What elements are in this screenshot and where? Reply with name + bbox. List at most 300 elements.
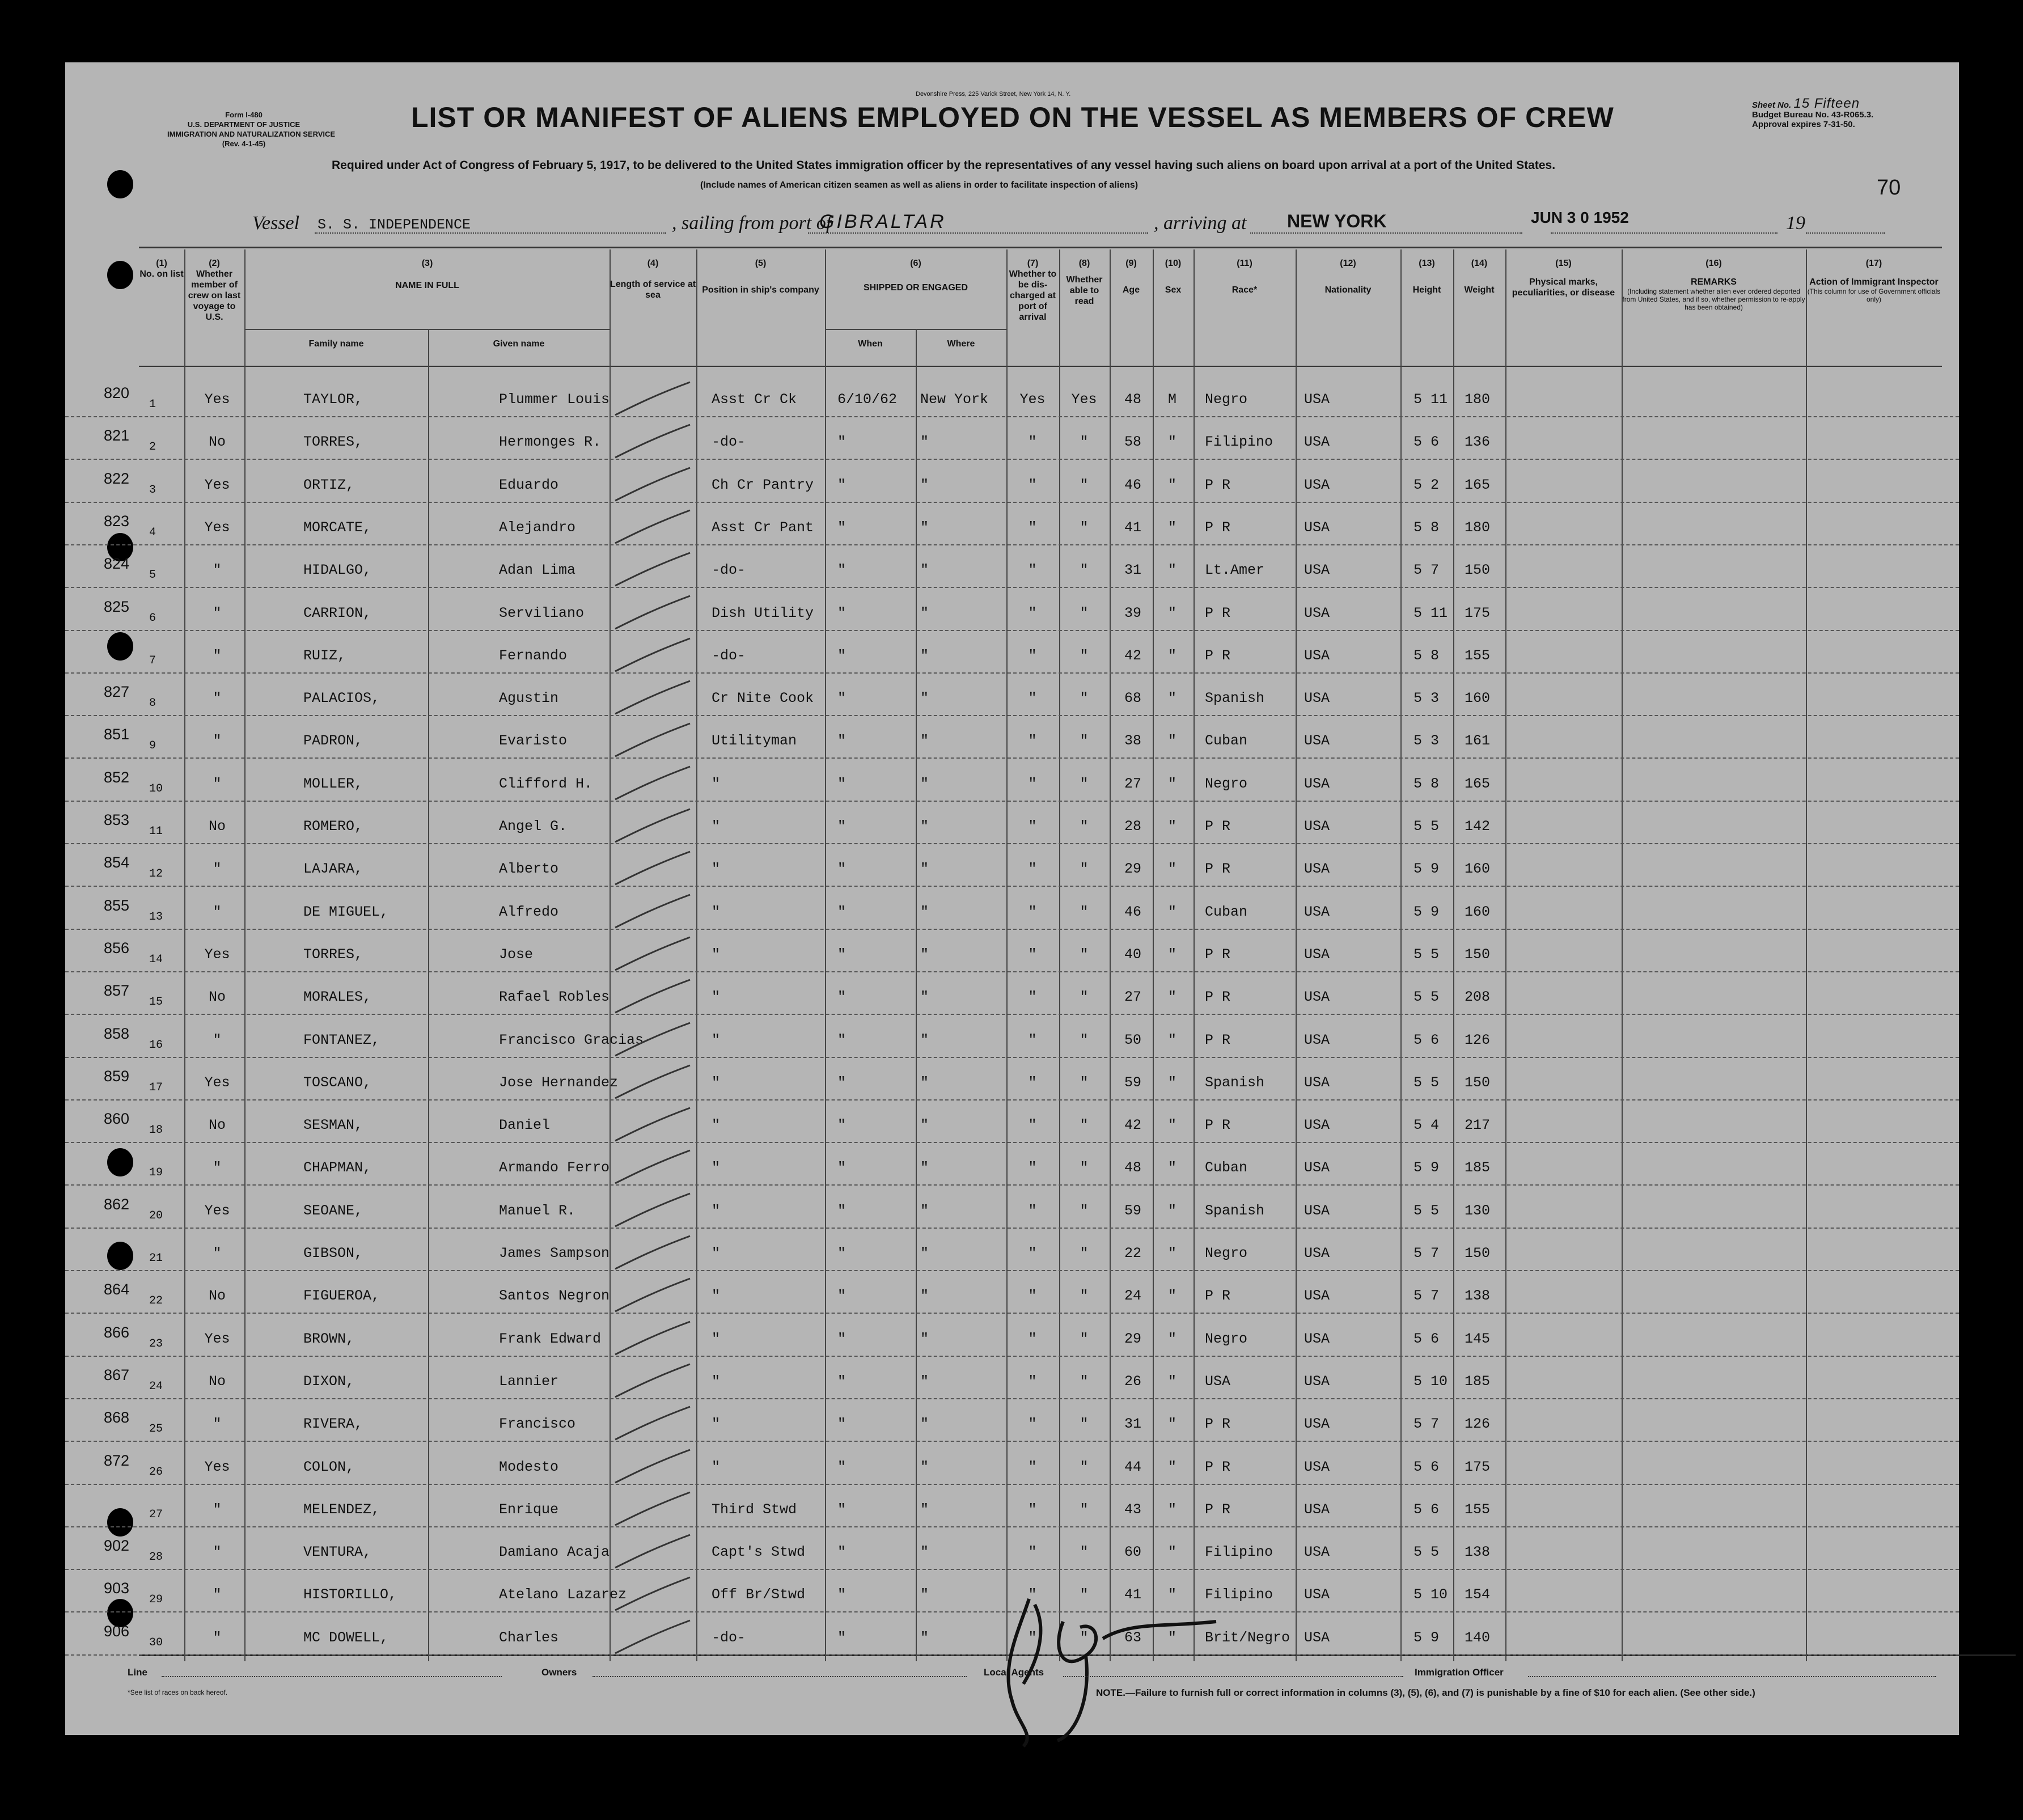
cell-nat: USA — [1304, 391, 1330, 408]
cell-given: Modesto — [499, 1458, 559, 1475]
cell-age: 41 — [1124, 1586, 1142, 1603]
service-check-mark — [611, 1189, 696, 1232]
cell-family: BROWN, — [303, 1330, 355, 1347]
cell-last: Yes — [204, 1202, 230, 1219]
line-number: 21 — [149, 1252, 163, 1265]
cell-nat: USA — [1304, 604, 1330, 621]
line-number: 25 — [149, 1423, 163, 1436]
manifest-number: 821 — [104, 427, 130, 445]
cell-last: Yes — [204, 1330, 230, 1347]
service-check-mark — [611, 719, 696, 762]
cell-given: Enrique — [499, 1501, 559, 1518]
cell-where: " — [920, 690, 929, 707]
cell-weight: 175 — [1465, 604, 1491, 621]
cell-age: 40 — [1124, 946, 1142, 963]
cell-when: " — [837, 1202, 847, 1219]
cell-read: " — [1080, 1544, 1089, 1561]
col-4-header: (4) Length of service at sea — [610, 259, 696, 300]
cell-when: " — [837, 476, 847, 493]
cell-position: " — [712, 775, 721, 792]
cell-sex: " — [1168, 1458, 1177, 1475]
cell-family: PALACIOS, — [303, 690, 380, 707]
cell-discharge: " — [1028, 1074, 1037, 1091]
vessel-underline — [315, 232, 666, 234]
cell-family: SESMAN, — [303, 1117, 363, 1134]
table-row — [65, 544, 1959, 588]
table-row — [65, 1056, 1959, 1101]
cell-height: 5 4 — [1413, 1117, 1440, 1134]
cell-family: TORRES, — [303, 946, 363, 963]
cell-read: " — [1080, 1501, 1089, 1518]
table-top-rule — [139, 247, 1942, 248]
sailing-underline — [808, 232, 1148, 234]
cell-position: " — [712, 1245, 721, 1262]
cell-last: " — [213, 1544, 222, 1561]
cell-given: Lannier — [499, 1373, 559, 1390]
line-number: 24 — [149, 1379, 163, 1393]
cell-family: HISTORILLO, — [303, 1586, 397, 1603]
table-row — [65, 714, 1959, 759]
service-check-mark — [611, 506, 696, 549]
printer-line: Devonshire Press, 225 Varick Street, New York 14, N. Y. — [916, 91, 1071, 98]
manifest-number: 820 — [104, 384, 130, 401]
cell-race: P R — [1205, 989, 1231, 1006]
cell-race: P R — [1205, 1458, 1231, 1475]
line-number: 1 — [149, 398, 156, 411]
cell-when: " — [837, 1373, 847, 1390]
punch-hole — [107, 261, 133, 289]
line-number: 10 — [149, 782, 163, 795]
service-check-mark — [611, 378, 696, 421]
col-5-header: (5) Position in ship's company — [702, 259, 819, 295]
line-number: 14 — [149, 953, 163, 966]
cell-race: Negro — [1205, 391, 1248, 408]
arriving-label: , arriving at — [1154, 213, 1247, 234]
service-check-mark — [611, 1146, 696, 1189]
col-15-header: (15) Physical marks, peculiarities, or disease — [1512, 259, 1615, 298]
line-number: 13 — [149, 910, 163, 924]
col-14-header: (14) Weight — [1464, 259, 1495, 295]
table-row — [65, 886, 1959, 930]
manifest-number: 866 — [104, 1323, 130, 1341]
cell-nat: USA — [1304, 1202, 1330, 1219]
cell-race: P R — [1205, 476, 1231, 493]
table-row — [65, 1483, 1959, 1527]
cell-discharge: " — [1028, 1159, 1037, 1176]
cell-position: " — [712, 1288, 721, 1305]
cell-discharge: " — [1028, 647, 1037, 664]
cell-when: " — [837, 1629, 847, 1646]
cell-nat: USA — [1304, 1544, 1330, 1561]
cell-read: " — [1080, 519, 1089, 536]
cell-last: " — [213, 903, 222, 920]
year-prefix: 19 — [1786, 213, 1805, 234]
cell-nat: USA — [1304, 818, 1330, 835]
cell-where: " — [920, 519, 929, 536]
cell-read: " — [1080, 1458, 1089, 1475]
subtitle: Required under Act of Congress of February 5, 1917, to be delivered to the United States immigration officer by the representatives of any vessel having such aliens on board upon arrival at a port of the United States. — [332, 159, 1556, 172]
cell-position: Dish Utility — [712, 604, 814, 621]
cell-race: Brit/Negro — [1205, 1629, 1290, 1646]
cell-when: " — [837, 647, 847, 664]
cell-discharge: " — [1028, 476, 1037, 493]
cell-race: P R — [1205, 1288, 1231, 1305]
cell-discharge: " — [1028, 818, 1037, 835]
footer-races-note: *See list of races on back hereof. — [128, 1688, 228, 1696]
service-check-mark — [611, 676, 696, 719]
cell-discharge: " — [1028, 1288, 1037, 1305]
cell-last: " — [213, 604, 222, 621]
cell-position: " — [712, 1031, 721, 1048]
cell-sex: " — [1168, 861, 1177, 878]
cell-position: -do- — [712, 1629, 746, 1646]
line-number: 11 — [149, 825, 163, 838]
cell-given: Francisco — [499, 1416, 576, 1433]
cell-given: Hermonges R. — [499, 434, 602, 451]
col-given-name-header: Given name — [493, 339, 545, 349]
cell-sex: " — [1168, 1544, 1177, 1561]
page-number: 70 — [1877, 176, 1901, 200]
cell-given: Alfredo — [499, 903, 559, 920]
cell-read: " — [1080, 476, 1089, 493]
cell-where: " — [920, 1373, 929, 1390]
cell-height: 5 7 — [1413, 1416, 1440, 1433]
cell-where: " — [920, 1629, 929, 1646]
cell-sex: " — [1168, 946, 1177, 963]
line-number: 26 — [149, 1465, 163, 1479]
cell-family: ORTIZ, — [303, 476, 355, 493]
cell-where: " — [920, 989, 929, 1006]
line-number: 4 — [149, 526, 156, 539]
footer-owners-label: Owners — [541, 1667, 577, 1678]
cell-height: 5 10 — [1413, 1586, 1448, 1603]
cell-weight: 138 — [1465, 1544, 1491, 1561]
cell-read: " — [1080, 1202, 1089, 1219]
cell-age: 48 — [1124, 1159, 1142, 1176]
cell-family: TAYLOR, — [303, 391, 363, 408]
cell-sex: " — [1168, 1288, 1177, 1305]
arriving-port: NEW YORK — [1287, 211, 1387, 231]
date-underline — [1551, 232, 1777, 234]
cell-sex: " — [1168, 1586, 1177, 1603]
cell-weight: 155 — [1465, 647, 1491, 664]
col-8-header: (8) Whether able to read — [1066, 259, 1103, 306]
cell-age: 22 — [1124, 1245, 1142, 1262]
cell-race: Cuban — [1205, 903, 1248, 920]
service: IMMIGRATION AND NATURALIZATION SERVICE — [167, 130, 336, 138]
cell-height: 5 7 — [1413, 562, 1440, 579]
cell-given: Daniel — [499, 1117, 551, 1134]
cell-when: " — [837, 690, 847, 707]
cell-sex: " — [1168, 1202, 1177, 1219]
table-row — [65, 1355, 1959, 1399]
cell-family: MC DOWELL, — [303, 1629, 389, 1646]
cell-height: 5 5 — [1413, 818, 1440, 835]
cell-weight: 138 — [1465, 1288, 1491, 1305]
cell-read: " — [1080, 604, 1089, 621]
cell-last: " — [213, 1159, 222, 1176]
cell-age: 46 — [1124, 476, 1142, 493]
cell-nat: USA — [1304, 562, 1330, 579]
cell-height: 5 10 — [1413, 1373, 1448, 1390]
manifest-number: 867 — [104, 1366, 130, 1383]
cell-family: RUIZ, — [303, 647, 346, 664]
col-17-header: (17) Action of Immigrant Inspector (This column for use of Government officials only) — [1807, 259, 1941, 303]
table-row — [65, 587, 1959, 631]
cell-age: 24 — [1124, 1288, 1142, 1305]
cell-age: 58 — [1124, 434, 1142, 451]
cell-race: P R — [1205, 1117, 1231, 1134]
cell-family: PADRON, — [303, 733, 363, 750]
cell-read: " — [1080, 733, 1089, 750]
line-number: 29 — [149, 1593, 163, 1607]
cell-height: 5 6 — [1413, 1458, 1440, 1475]
cell-age: 31 — [1124, 1416, 1142, 1433]
manifest-number: 823 — [104, 512, 130, 530]
manifest-number: 827 — [104, 683, 130, 701]
table-row — [65, 501, 1959, 545]
cell-where: " — [920, 647, 929, 664]
cell-position: Capt's Stwd — [712, 1544, 806, 1561]
cell-race: Filipino — [1205, 1544, 1273, 1561]
cell-weight: 160 — [1465, 690, 1491, 707]
cell-where: " — [920, 1544, 929, 1561]
line-number: 16 — [149, 1038, 163, 1052]
cell-when: " — [837, 818, 847, 835]
line-number: 28 — [149, 1551, 163, 1564]
cell-where: " — [920, 1288, 929, 1305]
cell-read: " — [1080, 1288, 1089, 1305]
cell-read: " — [1080, 1416, 1089, 1433]
cell-race: P R — [1205, 818, 1231, 835]
manifest-number: 857 — [104, 982, 130, 1000]
cell-given: Alejandro — [499, 519, 576, 536]
col-family-name-header: Family name — [308, 339, 364, 349]
manifest-number: 903 — [104, 1580, 130, 1597]
cell-when: " — [837, 861, 847, 878]
cell-family: MORCATE, — [303, 519, 372, 536]
cell-sex: " — [1168, 647, 1177, 664]
cell-position: " — [712, 903, 721, 920]
footer-immigration-officer-label: Immigration Officer — [1415, 1667, 1504, 1678]
cell-where: " — [920, 1501, 929, 1518]
page-title: LIST OR MANIFEST OF ALIENS EMPLOYED ON THE VESSEL AS MEMBERS OF CREW — [411, 101, 1614, 133]
cell-race: Negro — [1205, 1245, 1248, 1262]
cell-given: Charles — [499, 1629, 559, 1646]
cell-discharge: " — [1028, 690, 1037, 707]
cell-read: " — [1080, 946, 1089, 963]
cell-given: Jose Hernandez — [499, 1074, 619, 1091]
table-row — [65, 459, 1959, 503]
cell-age: 63 — [1124, 1629, 1142, 1646]
service-check-mark — [611, 1360, 696, 1403]
cell-last: Yes — [204, 519, 230, 536]
cell-weight: 175 — [1465, 1458, 1491, 1475]
footer-line-label: Line — [128, 1667, 147, 1678]
cell-weight: 185 — [1465, 1373, 1491, 1390]
service-check-mark — [611, 805, 696, 848]
arrival-date-stamp: JUN 3 0 1952 — [1531, 209, 1629, 226]
cell-age: 48 — [1124, 391, 1142, 408]
service-check-mark — [611, 847, 696, 890]
cell-race: Spanish — [1205, 1074, 1265, 1091]
cell-age: 42 — [1124, 1117, 1142, 1134]
cell-position: -do- — [712, 562, 746, 579]
cell-where: " — [920, 1416, 929, 1433]
cell-family: LAJARA, — [303, 861, 363, 878]
cell-given: Jose — [499, 946, 534, 963]
cell-position: " — [712, 1074, 721, 1091]
service-check-mark — [611, 1616, 696, 1659]
col-3-header: (3) NAME IN FULL — [395, 259, 459, 290]
table-row — [65, 1313, 1959, 1357]
cell-family: DE MIGUEL, — [303, 903, 389, 920]
manifest-number: 851 — [104, 726, 130, 743]
manifest-sheet — [65, 62, 1959, 1735]
cell-sex: " — [1168, 434, 1177, 451]
cell-read: " — [1080, 903, 1089, 920]
cell-age: 27 — [1124, 989, 1142, 1006]
cell-race: Negro — [1205, 1330, 1248, 1347]
col-where-header: Where — [947, 339, 975, 349]
manifest-number: 852 — [104, 768, 130, 786]
cell-age: 27 — [1124, 775, 1142, 792]
cell-sex: " — [1168, 1501, 1177, 1518]
cell-given: Alberto — [499, 861, 559, 878]
cell-position: " — [712, 989, 721, 1006]
cell-last: " — [213, 1031, 222, 1048]
cell-height: 5 8 — [1413, 647, 1440, 664]
cell-where: " — [920, 903, 929, 920]
cell-read: " — [1080, 1117, 1089, 1134]
cell-discharge: " — [1028, 861, 1037, 878]
cell-position: -do- — [712, 434, 746, 451]
cell-nat: USA — [1304, 1629, 1330, 1646]
cell-read: " — [1080, 989, 1089, 1006]
cell-discharge: " — [1028, 1501, 1037, 1518]
cell-discharge: " — [1028, 1202, 1037, 1219]
cell-position: " — [712, 1202, 721, 1219]
service-check-mark — [611, 1231, 696, 1275]
year-underline — [1806, 232, 1885, 234]
cell-last: " — [213, 1586, 222, 1603]
cell-age: 28 — [1124, 818, 1142, 835]
cell-when: " — [837, 1544, 847, 1561]
cell-height: 5 6 — [1413, 434, 1440, 451]
cell-height: 5 9 — [1413, 1629, 1440, 1646]
cell-nat: USA — [1304, 1159, 1330, 1176]
cell-when: " — [837, 519, 847, 536]
cell-weight: 165 — [1465, 775, 1491, 792]
cell-race: P R — [1205, 1501, 1231, 1518]
cell-given: Manuel R. — [499, 1202, 576, 1219]
cell-sex: " — [1168, 604, 1177, 621]
cell-discharge: " — [1028, 903, 1037, 920]
service-check-mark — [611, 634, 696, 677]
cell-family: ROMERO, — [303, 818, 363, 835]
cell-nat: USA — [1304, 1501, 1330, 1518]
cell-age: 39 — [1124, 604, 1142, 621]
cell-when: " — [837, 946, 847, 963]
line-number: 27 — [149, 1508, 163, 1521]
cell-discharge: " — [1028, 1245, 1037, 1262]
cell-read: " — [1080, 818, 1089, 835]
manifest-number: 858 — [104, 1025, 130, 1042]
cell-read: " — [1080, 775, 1089, 792]
table-row — [65, 629, 1959, 674]
cell-position: " — [712, 946, 721, 963]
cell-read: " — [1080, 434, 1089, 451]
cell-race: Filipino — [1205, 1586, 1273, 1603]
cell-family: TOSCANO, — [303, 1074, 372, 1091]
cell-discharge: " — [1028, 1629, 1037, 1646]
cell-family: SEOANE, — [303, 1202, 363, 1219]
col-13-header: (13) Height — [1412, 259, 1441, 295]
cell-last: No — [208, 434, 226, 451]
line-number: 17 — [149, 1081, 163, 1094]
col-9-header: (9) Age — [1122, 259, 1140, 295]
cell-family: FIGUEROA, — [303, 1288, 380, 1305]
cell-where: " — [920, 818, 929, 835]
cell-sex: " — [1168, 690, 1177, 707]
cell-last: No — [208, 818, 226, 835]
manifest-number: 822 — [104, 469, 130, 487]
manifest-number: 856 — [104, 939, 130, 956]
footer-penalty-note: NOTE.—Failure to furnish full or correct information in columns (3), (5), (6), and (7) is punishable by a fine of $10 for each alien. (See other side.) — [1096, 1687, 1755, 1698]
table-header-rule — [139, 366, 1942, 367]
cell-age: 42 — [1124, 647, 1142, 664]
cell-discharge: " — [1028, 562, 1037, 579]
line-number: 30 — [149, 1636, 163, 1649]
cell-read: " — [1080, 690, 1089, 707]
cell-family: CHAPMAN, — [303, 1159, 372, 1176]
cell-family: MELENDEZ, — [303, 1501, 380, 1518]
table-row — [65, 757, 1959, 802]
cell-when: " — [837, 1586, 847, 1603]
cell-last: Yes — [204, 946, 230, 963]
col-when-header: When — [858, 339, 883, 349]
cell-sex: " — [1168, 818, 1177, 835]
line-number: 15 — [149, 996, 163, 1009]
cell-weight: 130 — [1465, 1202, 1491, 1219]
table-row — [65, 1099, 1959, 1143]
vessel-label: Vessel — [252, 213, 300, 234]
cell-when: " — [837, 733, 847, 750]
revision: (Rev. 4-1-45) — [222, 139, 266, 148]
line-number: 22 — [149, 1294, 163, 1308]
cell-weight: 180 — [1465, 391, 1491, 408]
cell-height: 5 8 — [1413, 519, 1440, 536]
approval-expires: Approval expires 7-31-50. — [1752, 120, 1855, 129]
table-row — [65, 1526, 1959, 1570]
cell-when: " — [837, 989, 847, 1006]
table-row — [65, 416, 1959, 460]
form-agency-block — [167, 110, 336, 149]
cell-nat: USA — [1304, 903, 1330, 920]
cell-nat: USA — [1304, 989, 1330, 1006]
cell-when: " — [837, 1288, 847, 1305]
service-check-mark — [611, 548, 696, 591]
cell-last: No — [208, 1373, 226, 1390]
table-row — [65, 1141, 1959, 1186]
cell-sex: " — [1168, 476, 1177, 493]
cell-nat: USA — [1304, 1288, 1330, 1305]
col-6-header: (6) SHIPPED OR ENGAGED — [863, 259, 968, 293]
subtitle-note: (Include names of American citizen seamen as well as aliens in order to facilitate inspection of aliens) — [700, 180, 1139, 190]
cell-family: GIBSON, — [303, 1245, 363, 1262]
cell-weight: 160 — [1465, 861, 1491, 878]
cell-sex: " — [1168, 1074, 1177, 1091]
